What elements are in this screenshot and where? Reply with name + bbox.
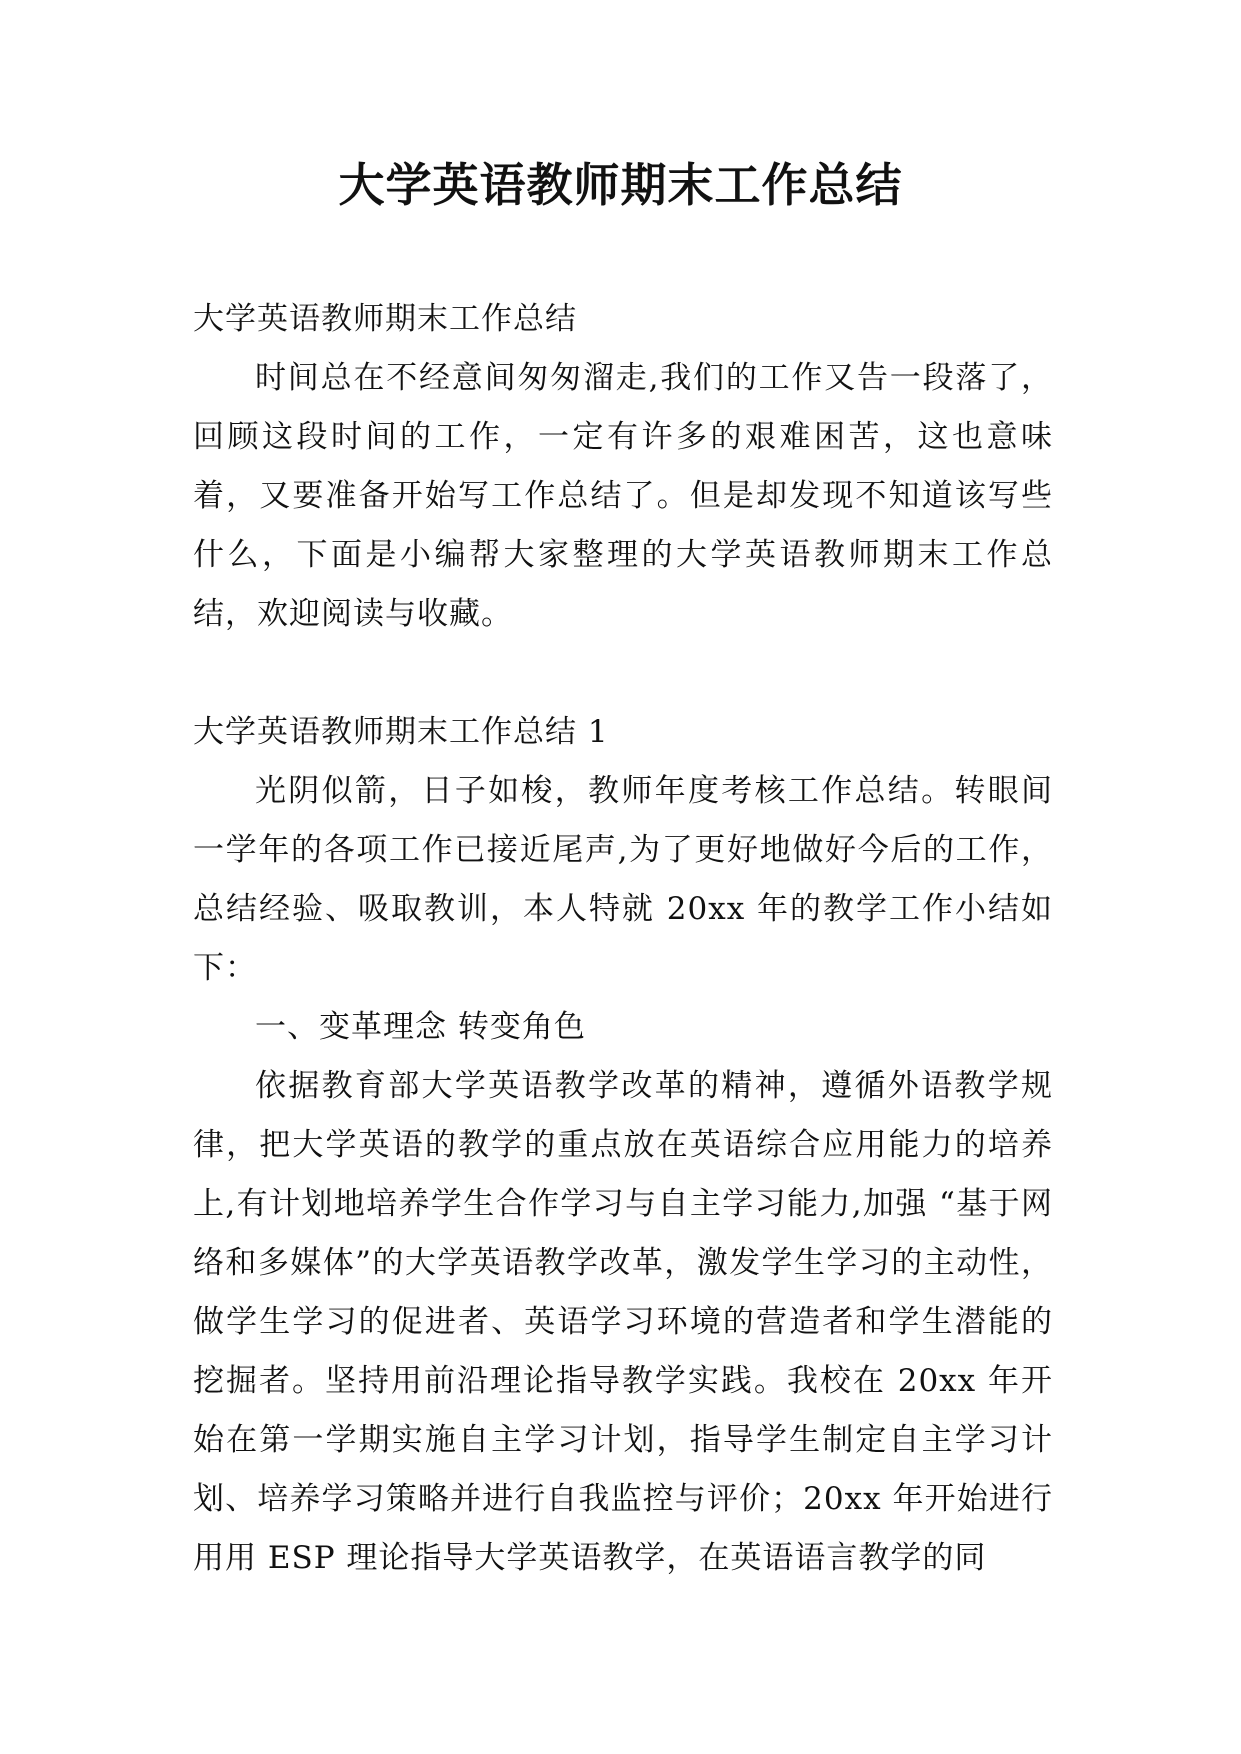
section-heading-1: 大学英语教师期末工作总结 1 (193, 714, 609, 750)
document-title: 大学英语教师期末工作总结 (338, 158, 903, 212)
document-body (193, 290, 1053, 1588)
section-1-paragraph-1: 光阴似箭，日子如梭，教师年度考核工作总结。转眼间一学年的各项工作已接近尾声,为了更好地做好今后的工作，总结经验、吸取教训，本人特就 20xx 年的教学工作小结如下： (193, 773, 1053, 986)
subheading-change-concept: 一、变革理念 转变角色 (255, 1009, 586, 1045)
intro-heading: 大学英语教师期末工作总结 (193, 301, 577, 337)
intro-paragraph: 时间总在不经意间匆匆溜走,我们的工作又告一段落了，回顾这段时间的工作，一定有许多的艰难困苦，这也意味着，又要准备开始写工作总结了。但是却发现不知道该写些什么，下面是小编帮大家整理的大学英语教师期末工作总结，欢迎阅读与收藏。 (193, 360, 1053, 632)
paragraph-spacer (193, 644, 1053, 703)
section-1-paragraph-2: 依据教育部大学英语教学改革的精神，遵循外语教学规律，把大学英语的教学的重点放在英语综合应用能力的培养上,有计划地培养学生合作学习与自主学习能力,加强 “基于网络和多媒体”的大学英语教学改革，激发学生学习的主动性，做学生学习的促进者、英语学习环境的营造者和学生潜能的挖掘者。坚持用前沿理论指导教学实践。我校在 20xx 年开始在第一学期实施自主学习计划，指导学生制定自主学习计划、培养学习策略并进行自我监控与评价；20xx 年开始进行用用 ESP 理论指导大学英语教学，在英语语言教学的同 (193, 1068, 1053, 1576)
